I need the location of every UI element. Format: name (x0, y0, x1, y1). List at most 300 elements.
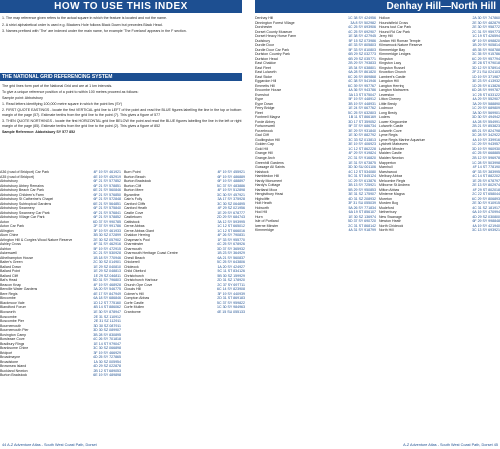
index-entry-ref: 5B 29 SY 950853 (348, 187, 376, 192)
index-entry-name: Cattistock (124, 219, 140, 224)
grid-paragraph: 2. FIRST QUOTE EASTINGS - locate the first VERTICAL grid line to LEFT of the point and read the BLUE figures labelling the line in the top or bottom margin of the page (57). Estimate tenths from the grid line to the point (7). This gives a figure of 577 (2, 108, 242, 117)
index-entry-ref: 3D 37 SY 365932 (217, 246, 245, 251)
index-entry-ref: 4E 15 SU 055133 (216, 309, 245, 314)
intro-text (2, 16, 242, 36)
index-entry-ref: 1B 23 SY 364929 (217, 251, 245, 256)
index-entry-name: Newton Heath (379, 219, 402, 224)
index-entry-name: Charminster (124, 242, 144, 247)
index-entry-name: Christchurch (124, 273, 144, 278)
index-entry-ref: 5D 37 SY 690720 (348, 219, 376, 224)
index-entry-ref: 1E 24 SY 667762 (348, 106, 376, 111)
grid-paragraph: Sample point: Abbotsbury (2, 96, 43, 101)
index-entry-name: Durlston Country Park (255, 52, 290, 57)
index-entry-name: Kimmeridge Bay (379, 47, 406, 52)
index-entry-ref: 1C 19 ST 426594 (472, 34, 500, 39)
index-entry-name: Loders (379, 115, 390, 120)
index-entry-name: Iwerne Minster (255, 223, 279, 228)
index-entry-ref: 3F 19 SY 440939 (217, 291, 245, 296)
grid-explanation (2, 84, 242, 136)
index-entry-name: Mudeford (379, 205, 394, 210)
index-entry-ref: 3B 13 SY 725921 (348, 183, 376, 188)
index-entry-name: Boscombe Pier (0, 319, 25, 324)
index-entry-ref: 6A 19 SY 470994 (472, 210, 500, 215)
index-entry-name: Chapman's Pool (124, 237, 150, 242)
index-entry-ref: 3A 20 SY 546775 (93, 287, 121, 292)
index-entry-ref: 2B 12 SY 596978 (472, 155, 500, 160)
index-entry-name: Broadstone (0, 359, 19, 364)
index-entry-name: A36 (road of Bridport) Car Park (0, 170, 50, 174)
index-entry-name: Lyme Regis Marine Aquarium (379, 137, 426, 142)
index-entry-ref: 1E 29 SZ 040810 (93, 264, 121, 269)
index-entry-ref: 2C 22 ST 658044 (472, 192, 500, 197)
index-entry-ref: 1B 34 SY 638801 (348, 65, 376, 70)
index-entry-ref: 1E 14 ST 979047 (93, 341, 121, 346)
index-entry-name: Melbury Abbas (379, 174, 403, 179)
right-index-columns (255, 16, 500, 438)
index-entry-ref: 4C 25 SY 693906 (348, 25, 376, 30)
index-entry-ref: 6F 21 SY 577852 (93, 179, 121, 184)
index-entry-name: Alum Chine (0, 233, 19, 238)
index-entry-ref: 1C 12 ST 666016 (217, 228, 245, 233)
index-entry-name: A35 (road of Bridport) (0, 174, 35, 179)
index-entry-ref: 4C 31 SZ 181917 (472, 205, 500, 210)
index-entry-name: Burton Bradstock (0, 373, 28, 378)
index-entry-name: Dorset County Museum (255, 29, 293, 34)
index-entry-ref: 4D 29 SZ 022878 (93, 364, 121, 369)
index-entry-ref: 3A 12 SY 593995 (217, 219, 245, 224)
index-entry-name: Durdle Door (255, 43, 275, 48)
index-entry-ref: 3D 17 ST 359052 (348, 119, 376, 124)
index-entry-name: Fontmell Magna (255, 115, 281, 120)
index-entry-name: Greenhill Gardens (255, 160, 284, 165)
index-entry-ref: 1E 30 SY 878947 (93, 309, 121, 314)
index-entry-ref: 5F 33 SY 810803 (348, 47, 376, 52)
index-entry-name: Benville Water Gardens (0, 287, 38, 292)
index-entry-ref: 4A 29 SY 552907 (472, 97, 500, 102)
index-entry-name: Burton Bradstock (124, 179, 152, 184)
index-entry-ref: 5C 31 ST 845124 (348, 174, 376, 179)
index-entry-name: Clouds Hill (124, 287, 141, 292)
index-entry-name: Corfe Mullen (124, 305, 145, 310)
index-entry-name: Marshwood (379, 169, 398, 174)
index-entry-ref: 6C 29 SY 806893 (472, 196, 500, 201)
index-entry-ref: 3D 30 SZ 087911 (93, 323, 121, 328)
index-entry-ref: 4F 31 SY 462916 (93, 242, 121, 247)
index-entry-ref: 1B 11 ST 866169 (348, 115, 376, 120)
index-entry-name: Lambert's Castle (379, 74, 406, 79)
index-entry-ref: 6F 21 SY 575840 (93, 206, 121, 211)
index-entry-name: Compton Abbas (124, 296, 150, 301)
index-entry-name: Abbotsbury (0, 179, 18, 184)
index-entry-ref: 1E 29 SZ 048813 (93, 269, 121, 274)
index-entry-ref: 1B 18 SY 770946 (93, 255, 121, 260)
index-entry-ref: 3D 12 SY 578914 (472, 65, 500, 70)
index-entry-ref: 3C 30 SY 457921 (217, 192, 245, 197)
index-entry-name: Fleet (255, 110, 263, 115)
index-entry-ref: 6F 21 SY 576850 (93, 192, 121, 197)
index-entry-name: Dorchester (255, 25, 273, 30)
index-entry-ref: 1E 30 SZ 136974 (348, 214, 376, 219)
index-entry-name: Gussage All Saints (255, 165, 285, 170)
index-entry-name: Kingston Russell (379, 65, 406, 70)
index-entry-name: Buckland Newton (0, 368, 28, 373)
grid-paragraph: 3. THEN QUOTE NORTHINGS - locate the first HORIZONTAL grid line BELOW the point and read the BLUE figures labelling the line in the left or right margin of the page (85). Estimate tenths from the grid line to the point (2). This gives a figure of 852 (2, 119, 242, 128)
index-entry-ref: 4F 29 SZ 021956 (217, 206, 245, 211)
index-entry-name: Morden Bog (379, 201, 399, 206)
index-entry-ref: 4B 14 ST 886062 (93, 305, 121, 310)
page-footer: A-Z Adventure Atlas - South West Coast Path, Dorset 45 (403, 443, 498, 447)
index-entry-ref: 3C 35 SY 915786 (472, 52, 500, 57)
index-entry-name: Langton Herring (379, 83, 405, 88)
index-entry-ref: 4C 25 SY 678926 (217, 242, 245, 247)
index-entry-ref: 2E 30 SY 482879 (472, 20, 500, 25)
index-entry-ref: 3C 21 SY 530928 (93, 251, 121, 256)
index-entry-ref: 5F 37 SY 686734 (348, 124, 376, 129)
left-index-columns (0, 170, 245, 438)
index-entry-ref: 6C 39 SY 957767 (348, 83, 376, 88)
index-entry-ref: 1E 30 SY 882792 (348, 133, 376, 138)
index-entry-ref: 1C 12 ST 665012 (217, 224, 245, 229)
index-entry-ref: 4A 19 SY 421940 (472, 223, 500, 228)
index-entry-name: Jordan Hill Roman Temple (379, 38, 421, 43)
index-entry-ref: 3F 19 SY 466929 (93, 350, 121, 355)
index-entry-ref: 2C 30 SZ 014901 (93, 260, 121, 265)
index-entry-name: Lytchett Minster (379, 146, 404, 151)
index-entry-name: Ferry Bridge (255, 106, 275, 111)
index-entry-ref: 5C 25 SY 632803 (348, 110, 376, 115)
index-entry-ref: 4C 38 SY 541946 (348, 79, 376, 84)
index-entry-name: Lytchett Matravers (379, 142, 409, 147)
index-entry-ref: 2C 31 ST 868142 (348, 223, 376, 228)
index-entry-ref: 3A 30 SY 569901 (472, 110, 500, 115)
index-entry-name: Bovington Camp (0, 332, 27, 337)
index-entry-name: Bridport (0, 350, 13, 355)
index-entry-ref: 2A 30 SY 747860 (472, 16, 500, 20)
index-entry-name: Brownsea Island (0, 364, 27, 369)
index-entry-ref: 4D 25 SY 727865 (93, 355, 121, 360)
index-entry-name: Castletown (124, 215, 142, 220)
index-entry-name: Fortuneswell (255, 124, 276, 129)
index-entry-ref: 4E 19 SY 452919 (93, 174, 121, 179)
index-entry-ref: 2C 31 SY 916820 (348, 155, 376, 160)
index-entry-ref: 3C 30 SZ 064895 (217, 201, 245, 206)
index-entry-ref: 6F 33 SY 383995 (472, 169, 500, 174)
index-entry-name: Houns tout Car Park (379, 25, 412, 30)
index-entry-name: Godlingston Hill (255, 137, 280, 142)
index-entry-ref: 3C 28 SY 342922 (472, 133, 500, 138)
index-entry-ref: 2B 29 SY 793833 (348, 61, 376, 66)
index-entry-ref: 4F 29 SY 919824 (348, 151, 376, 156)
index-entry-name: Acton (0, 219, 10, 224)
index-entry-ref: 1C 12 ST 862228 (348, 146, 376, 151)
index-entry-name: Hardy's Cottage (255, 183, 281, 188)
index-entry-name: Acton Car Park (0, 224, 25, 229)
index-entry-ref: 5C 37 SY 483886 (217, 183, 245, 188)
index-entry-name: Mapperton (379, 160, 396, 165)
index-entry-ref: 4C 12 ST 534080 (348, 169, 376, 174)
index-entry-ref: 3F 31 SU 055039 (348, 201, 376, 206)
index-entry-name: Marnhull (379, 165, 393, 170)
index-entry-ref: 6F 21 SY 578852 (93, 215, 121, 220)
index-entry-ref: 4F 19 SY 461921 (93, 170, 121, 174)
index-entry-name: Langdon Hill (379, 79, 399, 84)
index-entry-ref: 5D 31 SY 796803 (93, 278, 121, 283)
index-entry-name: Cain's Folly (124, 197, 143, 202)
index-entry-name: Lulworth Castle (379, 124, 404, 129)
index-entry-ref: 2D 31 ST 869183 (217, 296, 245, 301)
index-entry-ref: 4C 25 SY 668885 (472, 151, 500, 156)
index-entry-name: Kimmeridge Ledges (379, 52, 411, 57)
index-entry-ref: 2E 13 SY 802974 (472, 183, 500, 188)
index-entry-ref: 1D 12 ST 775160 (93, 300, 121, 305)
index-entry-name: Allington (0, 228, 14, 233)
index-entry-ref: 2C 37 SY 697711 (217, 282, 245, 287)
index-column (255, 16, 376, 438)
index-entry-ref: 6C 29 SY 957794 (472, 56, 500, 61)
index-entry-name: Minterne Magna (379, 192, 405, 197)
index-entry-name: Melcombe Regis (379, 178, 406, 183)
index-entry-ref: 4F 19 SY 468928 (93, 282, 121, 287)
index-entry-name: Little Bredy (379, 101, 397, 106)
index-entry-ref: 6F 21 SY 578851 (93, 183, 121, 188)
index-entry-ref: 4F 14 ST 778190 (472, 165, 500, 170)
index-entry-ref: 4C 26 SY 701818 (93, 337, 121, 342)
grid-paragraph: The grid lines form part of the National Grid and are at 1 km intervals. (2, 84, 113, 88)
index-entry-name: Blandford Forum (0, 305, 27, 310)
index-entry-name: Baiter's Green (0, 260, 23, 265)
index-entry-ref: 6A 28 SY 861820 (348, 70, 376, 75)
index-entry-name: Eggardon Hill (255, 79, 277, 84)
index-entry-ref: 4F 19 SY 512898 (217, 188, 245, 193)
index-entry-name: Litton Cheney (379, 97, 401, 102)
index-entry-ref: 2D 31 SZ 178920 (217, 278, 245, 283)
index-entry-ref: 6B 29 SZ 032773 (348, 52, 376, 57)
index-entry-name: Hurn (255, 214, 263, 219)
index-entry-ref: 6F 29 SY 998848 (472, 219, 500, 224)
index-entry-ref: 3E 23 SY 413932 (472, 79, 500, 84)
index-entry-name: Abbotsbury Subtropical Gardens (0, 201, 52, 206)
index-entry-ref: 4B 35 SY 908788 (472, 47, 500, 52)
index-entry-name: Kimmeridge (255, 228, 274, 233)
index-entry-name: Colmer's Hill (124, 291, 144, 296)
index-entry-name: Byzantine (124, 192, 140, 197)
index-entry-name: Abbotsbury Children's Farm (0, 192, 44, 197)
index-entry-ref: 2E 31 SZ 110912 (93, 314, 121, 319)
index-entry-name: Hartland Moor (255, 187, 278, 192)
index-entry-name: Eype Down (255, 101, 274, 106)
index-entry-ref: 3D 30 SU 001106 (348, 165, 376, 170)
index-entry-ref: 3C 33 SZ 013813 (348, 137, 376, 142)
index-entry-name: Hound Rd Car Park (379, 29, 410, 34)
index-entry-name: Canford Cliffs (124, 201, 146, 206)
index-entry-name: Long Bredy (379, 110, 398, 115)
index-entry-name: Bowleaze Cove (0, 337, 25, 342)
index-entry-ref: 6A 19 ST 856107 (348, 210, 376, 215)
index-entry-ref: 3D 19 SY 960930 (472, 146, 500, 151)
page-title: Denhay Hill—North Hill (255, 0, 500, 13)
index-entry-name: Lodmoor (379, 106, 393, 111)
index-entry-ref: 2F 37 SY 991786 (93, 224, 121, 229)
index-entry-name: Milborne St Andrew (379, 183, 410, 188)
index-entry-name: Durdle Door Car Park (255, 47, 290, 52)
index-entry-name: Jerry Hill (379, 34, 393, 39)
index-entry-ref: 4D 31 SZ 208932 (348, 196, 376, 201)
index-entry-ref: 6C 14 SY 823908 (217, 287, 245, 292)
index-entry-name: Broadmayne (0, 355, 21, 360)
index-entry-ref: 6F 21 SY 576841 (93, 210, 121, 215)
index-entry-ref: 4E 33 SY 805803 (348, 43, 376, 48)
index-entry-ref: 1C 29 SY 613876 (348, 178, 376, 183)
index-entry (255, 228, 376, 233)
index-entry-ref: 4A 31 SY 918799 (348, 228, 376, 233)
index-entry-name: Langton Matravers (379, 88, 409, 93)
index-entry-ref: 6A 21 SY 560837 (217, 255, 245, 260)
index-entry-ref: 3C 13 SY 693921 (472, 228, 500, 233)
grid-paragraph: 1. Read letters identifying 100,000 metre square in which the point lies (SY) (2, 102, 123, 107)
index-entry-name: Denhay Hill (255, 16, 274, 20)
index-entry-ref: 1F 33 SY 955770 (217, 237, 245, 242)
index-entry-name: Blackmoor Vale (0, 300, 25, 305)
index-entry-ref: 6B 29 SZ 035771 (348, 56, 376, 61)
grid-paragraph: Sample Reference: Abbotsbury SY 577 852 (2, 129, 76, 134)
page-title: HOW TO USE THIS INDEX (0, 0, 242, 13)
index-entry-ref: 3E 29 SY 931840 (348, 128, 376, 133)
index-entry-ref: 3A 17 SY 375928 (217, 197, 245, 202)
index-entry-name: North Hill (379, 228, 394, 233)
index-entry-ref: 6E 21 SY 560846 (93, 188, 121, 193)
index-entry-ref: 2D 29 SY 684743 (217, 215, 245, 220)
index-entry-name: Durlston Head (255, 56, 278, 61)
index-entry-name: Grange Arch (255, 155, 275, 160)
index-entry-ref: 2E 31 SZ 112911 (93, 319, 121, 324)
index-entry-ref: 3C 30 SZ 066898 (93, 346, 121, 351)
index-entry-name: Boscombe (0, 314, 17, 319)
index-entry (379, 228, 500, 233)
index-entry-name: Corfe Castle (124, 300, 144, 305)
index-entry-ref: 3E 19 SY 406923 (348, 142, 376, 147)
index-entry-ref: 1B 29 SY 905814 (472, 43, 500, 48)
index-entry-name: Burton Beach (124, 174, 146, 179)
index-entry-ref: 1A 20 SY 424927 (217, 264, 245, 269)
index-entry-name: Askerswell (0, 251, 17, 256)
index-entry-name: Canford Heath (124, 206, 148, 211)
index-entry-ref: 5B 30 SZ 159929 (217, 273, 245, 278)
index-entry-name: Ballard Down (0, 264, 22, 269)
index-entry-ref: 6D 37 SY 990785 (93, 219, 121, 224)
index-entry-ref: 6E 21 SY 564851 (93, 201, 121, 206)
index-entry (0, 373, 121, 378)
index-entry-ref: 3D 30 SY 494942 (472, 115, 500, 120)
index-entry-name: Chesil Beach (124, 255, 145, 260)
index-entry-name: Furzebrook (255, 128, 273, 133)
index-entry-ref: 4C 14 ST 882202 (472, 174, 500, 179)
index-entry-name: Arlington Hill & Corgies Wood Nature Reserve (0, 237, 73, 242)
index-entry-name: Evershot (255, 92, 269, 97)
index-entry-name: Ballard Point (0, 269, 21, 274)
index-entry-ref: 3B 28 SY 830895 (93, 332, 121, 337)
index-entry-name: Holworth (255, 205, 269, 210)
index-entry-ref: 6F 21 SY 572848 (93, 197, 121, 202)
index-entry-name: Hambledon Hill (255, 174, 280, 179)
index-entry-ref: 4A 36 SY 943786 (348, 88, 376, 93)
index-entry-name: Milton Abbas (379, 187, 400, 192)
index-entry-name: Burn Point (124, 170, 141, 174)
index-entry-ref: 5C 11 ST 834126 (217, 269, 245, 274)
index-entry-ref: 1D 25 SY 613826 (472, 83, 500, 88)
index-entry-name: East Stoke (255, 74, 273, 79)
index-entry-ref: 2E 30 SY 958772 (472, 25, 500, 30)
index-entry-name: Charmouth (124, 246, 142, 251)
index-entry-name: Chickerell (124, 260, 140, 265)
index-entry-name: Athelhampton House (0, 255, 34, 260)
index-column (379, 16, 500, 438)
index-entry-ref: 3A 29 SY 588890 (472, 101, 500, 106)
index-entry-ref: 6F 19 SY 488897 (217, 179, 245, 184)
index-entry-ref: 1E 38 SY 427945 (348, 34, 376, 39)
right-page (255, 0, 500, 449)
index-entry-name: Hengistbury Head (255, 192, 284, 197)
index-entry-name: Hollow (379, 16, 390, 20)
index-entry-name: Netherbury (379, 210, 397, 215)
index-entry-ref: 3B 30 SZ 072899 (93, 233, 121, 238)
index-entry-name: Moreton (379, 196, 393, 201)
index-entry-name: New Swanage (379, 214, 402, 219)
index-entry-name: East Fleet (255, 65, 271, 70)
index-entry-name: Abbotsbury Swannery Car Park (0, 210, 50, 215)
index-entry-ref: 3F 19 SY 461933 (93, 228, 121, 233)
index-entry-name: Dorset Heavy Horse Farm (255, 34, 297, 39)
index-entry-name: Leweston (379, 92, 395, 97)
grid-paragraph: To give a unique reference position of a point to within 100 metres proceed as follows: (2, 90, 139, 95)
index-entry-name: Bournemouth (0, 323, 22, 328)
index-entry-ref: 1C 29 SY 943957 (472, 142, 500, 147)
index-entry-ref: 1E 25 SY 678797 (472, 178, 500, 183)
index-entry-name: Emmetts Hill (255, 83, 275, 88)
index-entry-ref: 1C 25 ST 633122 (472, 92, 500, 97)
index-column (0, 170, 121, 438)
index-entry-ref: 1C 29 SY 689809 (472, 106, 500, 111)
index-entry-ref: 2E 30 SY 910915 (472, 201, 500, 206)
index-entry-ref: 4A 19 SY 339916 (472, 137, 500, 142)
index-entry-name: Grange Hill (255, 151, 273, 156)
index-entry-ref: 5F 19 SY 472915 (93, 246, 121, 251)
index-entry-name: Cerne Abbas (124, 224, 145, 229)
index-entry-name: Hardy Monument (255, 178, 283, 183)
index-entry-ref: 5F 15 SZ 073986 (348, 38, 376, 43)
index-entry-ref: 3A 13 ST 575047 (348, 92, 376, 97)
index-entry-name: Bournemouth Pier (0, 328, 29, 333)
index-entry-name: Eype (255, 97, 264, 102)
index-entry-ref: 5F 19 SY 448912 (348, 97, 376, 102)
index-entry-ref: 5A 26 SY 771834 (348, 205, 376, 210)
index-entry-name: North Chideock (379, 223, 404, 228)
index-entry-ref: 4A 28 SY 554991 (472, 119, 500, 124)
index-entry-name: Castle Cove (124, 210, 144, 215)
index-entry-name: Gold Hill (255, 146, 269, 151)
index-entry-name: Chideock (124, 264, 139, 269)
index-entry-name: Abbotsbury St Catherine's Chapel (0, 197, 54, 202)
index-entry-name: Ashton (0, 246, 12, 251)
index-entry-name: Gad Cliff (255, 133, 269, 138)
index-entry-name: Holt Heath (255, 201, 272, 206)
index-entry-ref: 2E 28 ST 979018 (472, 61, 500, 66)
section-title: THE NATIONAL GRID REFERENCING SYSTEM (0, 73, 242, 81)
index-entry-ref: 2E 30 SZ 057902 (93, 237, 121, 242)
index-entry-name: Forde Abbey (255, 119, 276, 124)
index-entry-name: Church Ope Cove (124, 282, 153, 287)
intro-item: 1. The map reference given refers to the actual square in which the feature is located and not the name. (2, 16, 167, 20)
index-entry-name: Kilmarnock Nature Reserve (379, 43, 423, 48)
